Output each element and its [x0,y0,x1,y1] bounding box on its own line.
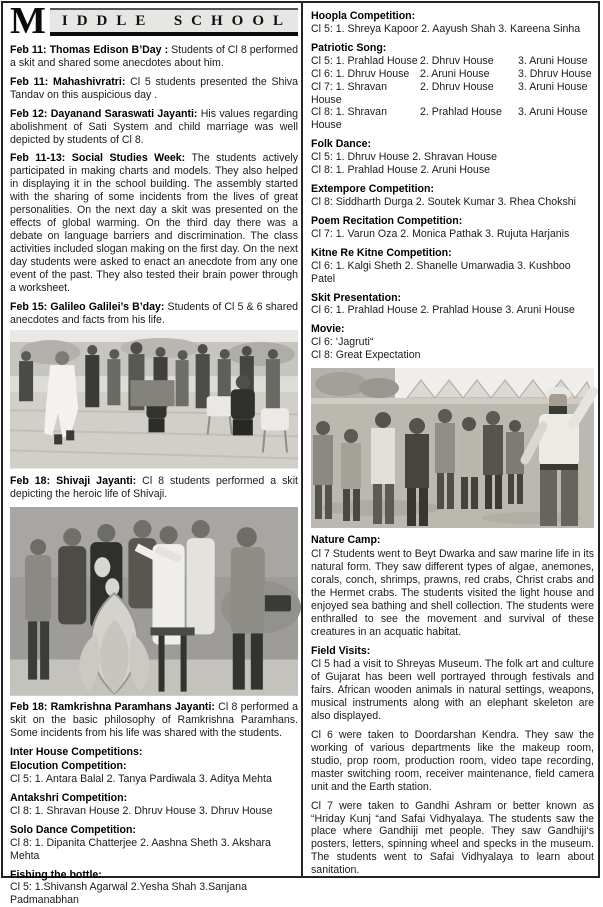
competition-results: Cl 5: 1. Shreya Kapoor 2. Aayush Shah 3. Kareena Sinha [311,22,581,35]
competition-section-fishing [10,869,298,907]
photo-ramkrishna-skit [10,507,298,696]
competition-results: Cl 8: Siddharth Durga 2. Soutek Kumar 3. Rhea Chokshi [311,195,576,208]
left-column [10,0,299,907]
competition-section-patriotic-song [311,42,594,132]
photo-nature-camp-image [311,368,594,528]
event-paragraph-ramkrishna [10,701,298,740]
competition-title: Folk Dance: [311,138,372,151]
event-paragraph-saraswati [10,108,298,147]
event-label: Feb 11-13: Social Studies Week: [10,152,186,165]
inter-house-heading: Inter House Competitions: [10,746,143,759]
result-cell: 3. Aruni House [518,80,588,93]
competition-title: Skit Presentation: [311,291,402,304]
result-cell: 2. Aruni House [420,67,490,80]
competition-section-poem-recitation [311,215,594,241]
result-cell: Cl 7: 1. Shravan House [311,80,387,106]
event-paragraph-mahashivratri [10,76,298,102]
masthead [10,0,298,42]
patriotic-row-cl6 [311,68,594,81]
competition-title: Patriotic Song: [311,41,387,54]
competition-results: Cl 8: 1. Dipanita Chatterjee 2. Aashna Sheth 3. Akshara Mehta [10,836,271,862]
masthead-initial: M [10,0,46,42]
competition-title: Poem Recitation Competition: [311,214,463,227]
competition-section-extempore [311,183,594,209]
competition-section-skit-presentation [311,292,594,318]
event-paragraph-shivaji [10,475,298,501]
competition-section-kitne-re-kitne [311,247,594,286]
newsletter-page [1,0,600,907]
event-label: Feb 18: Shivaji Jayanti: [10,474,137,487]
nature-camp-title: Nature Camp: [311,534,381,547]
competition-results: Cl 7: 1. Varun Oza 2. Monica Pathak 3. Rujuta Harjanis [311,227,570,240]
result-cell: Cl 6: 1. Dhruv House [311,67,410,80]
event-label: Feb 12: Dayanand Saraswati Jayanti: [10,107,198,120]
masthead-band [50,8,298,36]
event-text: The students actively participated in making charts and models. They also helped in displaying it in the school building. The assembly started with the sharing of some incidents from the lives of great personalities. On the next day a skit was presented on the effects of global warming. On the third day there was a debate on language barriers and discrimination. The class activities included slogan making on the first day. On the next day students were asked to enact an anecdote from any one event of the past. They also tested their brain power through a worksheet. [10,152,298,294]
competition-results: Cl 6: 1. Kalgi Sheth 2. Shanelle Umarwadia 3. Kushboo Patel [311,259,571,285]
photo-nature-camp [311,368,594,528]
event-text: Students of Cl 5 & 6 shared anecdotes and facts from his life. [10,300,299,326]
field-visit-paragraph-gandhi-ashram: Cl 7 were taken to Gandhi Ashram or better known as “Hriday Kunj “and Safai Vidhyalaya. The students saw the place where Gandhiji met people. They saw Gandhiji‘s posters, letters, spinning wheel and specks in the museum. The students went to Safai Vidhyalaya to learn about sanitation. [311,799,594,877]
event-paragraph-galileo [10,301,298,327]
result-cell: 3. Aruni House [518,54,588,67]
field-visits-section [311,645,594,878]
competition-section-folk-dance [311,138,594,177]
right-column [311,10,594,876]
event-paragraph-social-studies [10,152,298,294]
event-label: Feb 11: Mahashivratri: [10,75,126,88]
result-cell: 2. Dhruv House [420,54,494,67]
competition-title: Elocution Competition: [10,760,127,773]
movie-line: Cl 6: ‘Jagruti“ [311,336,374,349]
competition-results: Cl 6: 1. Prahlad House 2. Prahlad House 3. Aruni House [311,304,575,317]
result-cell: 2. Prahlad House [420,106,502,119]
patriotic-row-cl7 [311,81,594,107]
column-divider [301,3,303,876]
competition-title: Solo Dance Competition: [10,823,136,836]
competition-results: Cl 8: 1. Prahlad House 2. Aruni House [311,164,491,177]
competition-title: Kitne Re Kitne Competition: [311,246,452,259]
field-visit-paragraph-doordarshan: Cl 6 were taken to Doordarshan Kendra. They saw the working of various departments like the makeup room, studio, prop room, production room, video tape recording, master switching room, receiver maintenance, field camera unit and the Earth station. [311,729,594,793]
nature-camp-text: Cl 7 Students went to Beyt Dwarka and saw marine life in its natural form. They saw different types of algae, anemones, corals, conch, shrimps, prawns, red crabs, Christ crabs and the Hermet crabs. The students visited the light house and enjoyed sea bathing and shell collection. The students were enthralled to see the movement and survival of these creatures in an acquatic habitat. [311,548,594,638]
field-visit-paragraph-shreyas: Cl 5 had a visit to Shreyas Museum. The folk art and culture of Gujarat has been well portrayed through festivals and fairs. African wooden animals in natural settings, weapons, musical instruments along with an elephant skeleton are also displayed. [311,658,594,723]
event-paragraph-edison [10,44,298,70]
result-cell: Cl 8: 1. Shravan House [311,106,387,132]
competition-title: Antakshri Competition: [10,791,128,804]
masthead-word-1: IDDLE [61,12,155,29]
competition-results: Cl 5: 1.Shivansh Agarwal 2.Yesha Shah 3.Sanjana Padmanabhan [10,881,247,907]
competition-section-movie [311,323,594,362]
competition-section-elocution [10,760,298,786]
competition-section-antakshri [10,792,298,818]
field-visits-title: Field Visits: [311,644,371,657]
patriotic-row-cl8 [311,106,594,132]
event-label: Feb 15: Galileo Galilei’s B’day: [10,300,165,313]
event-label: Feb 11: Thomas Edison B’Day : [10,44,169,56]
event-text: His values regarding abolishment of Sati System and child marriage was well depicted by students of Cl 8. [10,107,298,146]
photo-ramkrishna-skit-image [10,507,298,696]
result-cell: 3. Aruni House [518,106,588,119]
competition-results: Cl 8: 1. Shravan House 2. Dhruv House 3. Dhruv House [10,804,273,817]
event-text: Students of Cl 8 performed a skit and shared some anecdotes about him. [10,44,298,69]
competition-title: Fishing the bottle: [10,868,102,881]
event-text: Cl 8 students performed a skit depicting the heroic life of Shivaji. [10,474,298,500]
patriotic-row-cl5 [311,55,594,68]
photo-skit-performance [10,330,298,468]
competition-title: Movie: [311,323,345,336]
event-label: Feb 18: Ramkrishna Paramhans Jayanti: [10,701,215,714]
competition-section-solo-dance [10,824,298,863]
result-cell: Cl 5: 1. Prahlad House [311,54,418,67]
result-cell: 2. Dhruv House [420,80,494,93]
competition-results: Cl 5: 1. Dhruv House 2. Shravan House [311,151,498,164]
movie-line: Cl 8: Great Expectation [311,349,421,362]
competition-title: Hoopla Competition: [311,10,416,22]
masthead-word-2: SCHOOL [173,12,292,29]
event-text: Cl 5 students presented the Shiva Tandav on this auspicious day . [10,75,298,101]
competition-section-hoopla [311,10,594,36]
photo-skit-performance-image [10,330,298,468]
competition-title: Extempore Competition: [311,183,435,196]
result-cell: 3. Dhruv House [518,67,592,80]
event-text: Cl 8 performed a skit on the basic philosophy of Ramkrishna Paramhans. Some incidents from his life was shared with the students. [10,701,298,740]
nature-camp-section [311,534,594,638]
competition-results: Cl 5: 1. Antara Balal 2. Tanya Pardiwala 3. Aditya Mehta [10,773,272,785]
